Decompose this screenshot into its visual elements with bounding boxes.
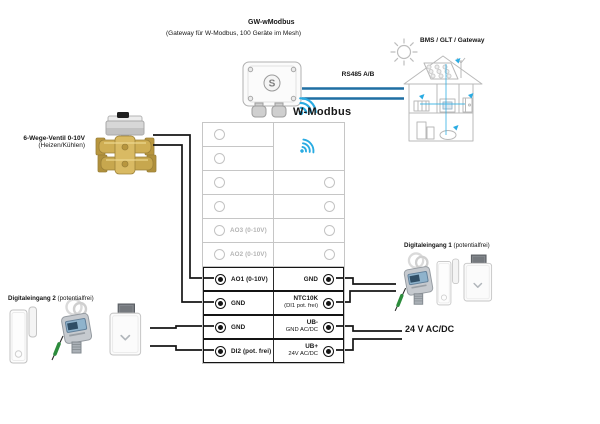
terminal-label-gnd: GND — [231, 299, 246, 307]
di1-name: Digitaleingang 1 — [404, 242, 452, 249]
terminal-ub-plus — [323, 346, 334, 357]
terminal-row — [203, 171, 344, 195]
terminal-circle — [214, 177, 225, 188]
terminal-label-ao3: AO3 (0-10V) — [230, 227, 267, 234]
terminal-label-sub: (DI1 pot. frei) — [284, 303, 318, 310]
door-icon — [463, 98, 472, 112]
card-switch-illustration — [464, 255, 492, 301]
meter-sensor-illustration — [52, 300, 92, 361]
valve-subtitle: (Heizen/Kühlen) — [38, 142, 85, 149]
terminal-label-ao1: AO1 (0-10V) — [231, 275, 268, 283]
wire-power-ub-minus — [336, 326, 402, 331]
card-switch-illustration — [110, 304, 141, 355]
terminal-di2 — [215, 346, 226, 357]
terminal-label-di2: DI2 (pot. frei) — [231, 347, 272, 355]
valve-label — [10, 135, 85, 149]
digital-input-1-devices — [395, 253, 491, 310]
door-contact-illustration — [437, 259, 459, 305]
sun-icon — [391, 39, 417, 65]
terminal-circle — [324, 225, 335, 236]
terminal-row-di2-ubplus — [203, 339, 344, 363]
terminal-row — [203, 147, 344, 171]
terminal-label-ub-plus — [288, 343, 318, 358]
terminal-row-gnd-ubminus — [203, 315, 344, 339]
bms-label: BMS / GLT / Gateway — [420, 37, 485, 44]
terminal-circle — [214, 249, 225, 260]
terminal-ub-minus — [323, 322, 334, 333]
terminal-label-ub-minus — [286, 319, 318, 334]
boiler-icon — [417, 122, 456, 140]
terminal-block — [202, 122, 345, 364]
terminal-circle — [214, 129, 225, 140]
wmodbus-label: W-Modbus — [293, 106, 352, 118]
terminal-ao1 — [215, 274, 226, 285]
meter-sensor-illustration — [395, 253, 433, 310]
terminal-row-ao2 — [203, 243, 344, 267]
di2-qualifier: (potentialfrei) — [57, 295, 94, 302]
terminal-circle — [324, 249, 335, 260]
terminal-circle — [214, 153, 225, 164]
terminal-label-sub: 24V AC/DC — [288, 351, 318, 358]
terminal-label-sub: GND AC/DC — [285, 327, 318, 334]
terminal-ntc10k — [323, 298, 334, 309]
rs485-label: RS485 A/B — [341, 71, 375, 78]
house-illustration — [404, 56, 482, 141]
digital-input-1-label — [404, 242, 490, 249]
valve-title: 6-Wege-Ventil 0-10V — [23, 135, 85, 142]
di2-name: Digitaleingang 2 — [8, 295, 56, 302]
gateway-title: GW-wModbus — [248, 19, 295, 26]
terminal-row-ao1-gnd — [203, 267, 344, 291]
valve-illustration — [96, 112, 156, 174]
terminal-row — [203, 123, 344, 147]
terminal-label-main: UB+ — [305, 343, 318, 351]
rs485-bus-lines — [302, 89, 404, 99]
terminal-label-main: UB- — [306, 319, 318, 327]
terminal-gnd — [323, 274, 334, 285]
digital-input-2-devices — [10, 300, 141, 364]
digital-input-2-label — [8, 295, 94, 302]
wire-di1-gnd — [336, 278, 396, 284]
terminal-row-gnd-ntc10k — [203, 291, 344, 315]
terminal-row — [203, 195, 344, 219]
power-label: 24 V AC/DC — [405, 324, 455, 334]
terminal-circle — [214, 201, 225, 212]
terminal-gnd — [215, 298, 226, 309]
gateway-subtitle: (Gateway für W-Modbus, 100 Geräte im Mesh) — [166, 30, 301, 37]
terminal-circle — [324, 201, 335, 212]
terminal-label-ntc10k — [284, 295, 318, 310]
terminal-label-main: NTC10K — [293, 295, 318, 303]
terminal-label-ao2: AO2 (0-10V) — [230, 251, 267, 258]
terminal-row-ao3 — [203, 219, 344, 243]
room-controller-icon — [440, 99, 455, 112]
wire-di1-ntc — [336, 291, 396, 302]
terminal-gnd — [215, 322, 226, 333]
door-contact-illustration — [10, 307, 37, 363]
terminal-label-gnd: GND — [303, 275, 318, 283]
radiator-icon — [414, 101, 429, 111]
terminal-label-gnd: GND — [231, 323, 246, 331]
di1-qualifier: (potentialfrei) — [453, 242, 490, 249]
gateway-logo: S — [268, 78, 276, 90]
wire-power-ub-plus — [336, 339, 402, 350]
terminal-circle — [214, 225, 225, 236]
terminal-circle — [324, 177, 335, 188]
